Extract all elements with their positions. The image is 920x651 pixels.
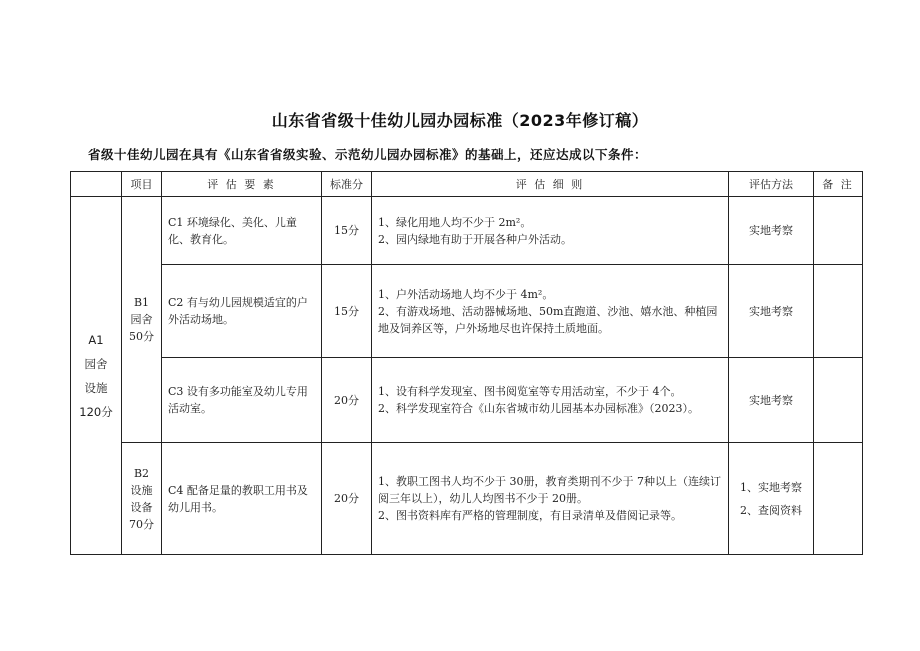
method-c4: 1、实地考察 2、查阅资料 [729, 443, 814, 555]
score-c4: 20分 [322, 443, 372, 555]
method-c1: 实地考察 [729, 197, 814, 265]
header-score: 标准分 [322, 172, 372, 197]
element-c1: C1 环境绿化、美化、儿童化、教育化。 [162, 197, 322, 265]
header-row [71, 172, 863, 197]
detail-c4: 1、教职工图书人均不少于 30册，教育类期刊不少于 7种以上（连续订阅三年以上），幼儿人均图书不少于 20册。 2、图书资料库有严格的管理制度，有目录清单及借阅记录等。 [372, 443, 729, 555]
method-c2: 实地考察 [729, 265, 814, 358]
table-row [71, 197, 863, 265]
header-detail: 评 估 细 则 [372, 172, 729, 197]
element-c3: C3 设有多功能室及幼儿专用活动室。 [162, 358, 322, 443]
element-c2: C2 有与幼儿园规模适宜的户外活动场地。 [162, 265, 322, 358]
detail-c1: 1、绿化用地人均不少于 2m²。 2、园内绿地有助于开展各种户外活动。 [372, 197, 729, 265]
note-c3 [814, 358, 863, 443]
note-c4 [814, 443, 863, 555]
element-c4: C4 配备足量的教职工用书及幼儿用书。 [162, 443, 322, 555]
score-c3: 20分 [322, 358, 372, 443]
score-c1: 15分 [322, 197, 372, 265]
detail-c2: 1、户外活动场地人均不少于 4m²。 2、有游戏场地、活动器械场地、50m直跑道、沙池、嬉水池、种植园地及饲养区等，户外场地尽也许保持土质地面。 [372, 265, 729, 358]
b1-category-cell: B1 园舍 50分 [122, 197, 162, 443]
table-row [71, 443, 863, 555]
detail-c3: 1、设有科学发现室、图书阅览室等专用活动室，不少于 4个。 2、科学发现室符合《山东省城市幼儿园基本办园标准》（2023）。 [372, 358, 729, 443]
standards-table [70, 171, 863, 555]
header-method: 评估方法 [729, 172, 814, 197]
table-row [71, 358, 863, 443]
header-blank [71, 172, 122, 197]
table-row [71, 265, 863, 358]
header-note: 备 注 [814, 172, 863, 197]
note-c1 [814, 197, 863, 265]
intro-text: 省级十佳幼儿园在具有《山东省省级实验、示范幼儿园办园标准》的基础上，还应达成以下条件： [88, 147, 648, 162]
method-c3: 实地考察 [729, 358, 814, 443]
header-item: 项目 [122, 172, 162, 197]
score-c2: 15分 [322, 265, 372, 358]
a1-category-cell: A1 园舍 设施 120分 [71, 197, 122, 555]
document-title: 山东省省级十佳幼儿园办园标准（2023年修订稿） [271, 111, 649, 130]
b2-category-cell: B2 设施 设备 70分 [122, 443, 162, 555]
note-c2 [814, 265, 863, 358]
header-element: 评 估 要 素 [162, 172, 322, 197]
